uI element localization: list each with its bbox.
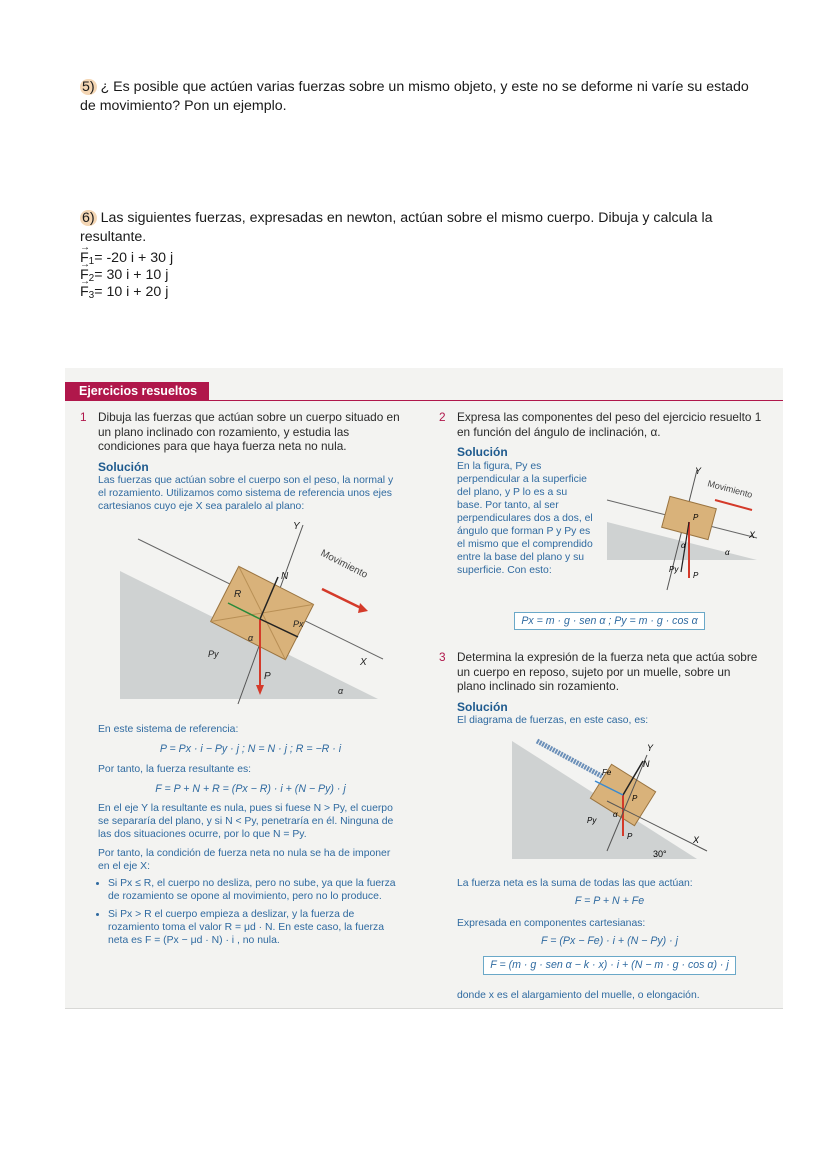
y-axis-label: Y (647, 743, 654, 753)
result-box: Px = m · g · sen α ; Py = m · g · cos α (514, 612, 704, 631)
y-axis-label: Y (695, 465, 702, 476)
angle-label: α (248, 633, 254, 643)
exercise-number: 2 (439, 410, 446, 424)
normal-label: N (281, 571, 289, 582)
question-5 (80, 78, 750, 116)
diagram-intro: El diagrama de fuerzas, en este caso, es: (457, 715, 649, 726)
exercise-statement: Dibuja las fuerzas que actúan sobre un cuerpo situado en un plano inclinado con rozamiento, y estudia las condiciones para que haya fuerza neta no nula. (98, 410, 400, 453)
x-axis-label: X (360, 657, 367, 668)
y-axis-label: Y (293, 521, 300, 532)
question-number: 5) (82, 79, 95, 95)
list-item: • Si Px ≤ R, el cuerpo no desliza, pero no sube, ya que la fuerza de rozamiento se opone al movimiento, pero no lo produce. (108, 877, 403, 903)
base-angle-label: α (725, 547, 730, 557)
weight-label: P (693, 512, 699, 522)
equation: F = P + N + Fe (574, 895, 645, 907)
x-axis-label: X (749, 529, 756, 540)
components-diagram (597, 460, 762, 600)
equation: P = Px · i − Py · j ; N = N · j ; R = −R · i (159, 743, 342, 755)
spring-force-label: Fe (602, 768, 612, 777)
conditions-list (98, 877, 403, 947)
section-tab: Ejercicios resueltos (65, 382, 209, 401)
y-axis-condition: En el eje Y la resultante es nula, pues si fuese N > Py, el cuerpo se separaría del plano, y si N < Py, penetraría en él. Ninguna de las dos situaciones ocurre, por lo que N = Py. (98, 803, 394, 840)
angle-label: 30° (653, 849, 667, 859)
solution-text: En la figura, Py es perpendicular a la superficie del plano, y P lo es a su base. Por tanto, al ser perpendiculares dos a dos, el ángulo que forman P y Py es el mismo que el comprendido entre la base del plano y su superficie. Con esto: (457, 460, 593, 576)
angle-label: α (681, 540, 686, 550)
exercise-statement: Expresa las componentes del peso del ejercicio resuelto 1 en función del ángulo de inclinación, α. (457, 410, 762, 439)
weight-label: P (627, 832, 633, 841)
result-intro: Por tanto, la fuerza resultante es: (98, 763, 252, 775)
px-label: Px (293, 619, 304, 629)
movement-label: Movimiento (706, 477, 754, 500)
question-number: 6) (82, 210, 95, 226)
inclined-plane-diagram (98, 519, 398, 719)
normal-label: N (643, 759, 650, 769)
solved-exercises-panel (65, 368, 783, 1009)
alpha-label: α (613, 810, 618, 819)
force-item: → $F_1= -20$ i + 30 j (80, 250, 755, 267)
exercise-number: 3 (439, 650, 446, 664)
x-axis-condition: Por tanto, la condición de fuerza neta no nula se ha de imponer en el eje X: (98, 848, 391, 872)
py-label: Py (587, 816, 597, 825)
tab-divider (65, 400, 783, 401)
solution-heading: Solución (457, 699, 508, 714)
x-axis-label: X (693, 835, 700, 845)
exercise-number: 1 (80, 410, 87, 424)
solution-heading: Solución (457, 445, 508, 459)
friction-label: R (234, 589, 242, 600)
question-text: Las siguientes fuerzas, expresadas en newton, actúan sobre el mismo cuerpo. Dibuja y calcula la resultante. (80, 210, 713, 245)
cartesian-text: Expresada en componentes cartesianas: (457, 917, 646, 929)
footer-text: donde x es el alargamiento del muelle, o elongación. (457, 989, 700, 1001)
reference-text: En este sistema de referencia: (98, 724, 239, 735)
weight-label: P (693, 570, 699, 580)
exercise-statement: Determina la expresión de la fuerza neta que actúa sobre un cuerpo en reposo, sujeto por un muelle, sobre un plano inclinado sin rozamiento. (457, 650, 758, 693)
list-item: • Si Px > R el cuerpo empieza a deslizar, y la fuerza de rozamiento toma el valor R = μd · N. En este caso, la fuerza neta es F = (Px − μd · N) · i , no nula. (108, 908, 403, 947)
force-item: → $F_3= 10$ i + 20 j (80, 284, 755, 301)
exercise-1 (80, 410, 403, 952)
px-label: P (632, 794, 638, 803)
force-item: → $F_2= 30$ i + 10 j (80, 267, 755, 284)
py-label: Py (208, 649, 219, 659)
py-label: Py (669, 564, 679, 574)
question-text: ¿ Es posible que actúen varias fuerzas sobre un mismo objeto, y este no se deforme ni varíe su estado de movimiento? Pon un ejemplo. (80, 79, 749, 114)
net-force-text: La fuerza neta es la suma de todas las que actúan: (457, 878, 693, 889)
exercise-3 (439, 650, 762, 1002)
question-6 (80, 209, 755, 301)
solution-heading: Solución (98, 459, 149, 474)
spring-plane-diagram (457, 731, 757, 871)
movement-label: Movimiento (318, 547, 370, 581)
base-angle-label: α (338, 686, 344, 696)
result-box: F = (m · g · sen α − k · x) · i + (N − m · g · cos α) · j (483, 956, 736, 975)
equation: F = P + N + R = (Px − R) · i + (N − Py) · j (155, 782, 346, 795)
force-list (80, 250, 755, 301)
solution-text: Las fuerzas que actúan sobre el cuerpo son el peso, la normal y el rozamiento. Utilizamos como sistema de referencia unos ejes cartesianos cuyo eje X sea paralelo al plano: (98, 475, 394, 512)
exercise-2 (439, 410, 762, 630)
weight-label: P (264, 671, 271, 682)
equation: F = (Px − Fe) · i + (N − Py) · j (541, 934, 678, 947)
